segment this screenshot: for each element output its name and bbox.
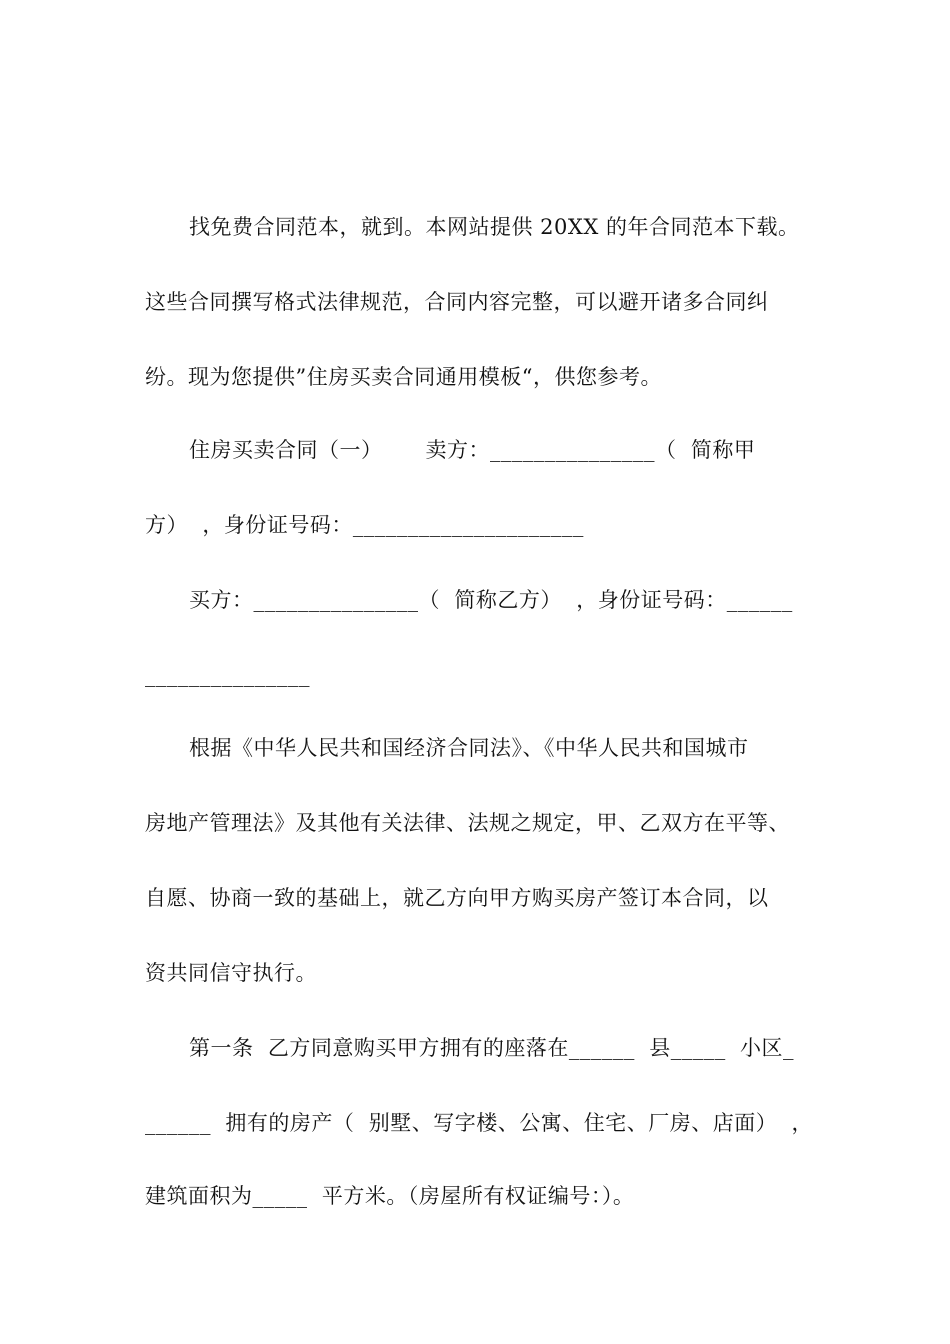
paragraph-legal-basis-line-1: 根据《中华人民共和国经济合同法》、《中华人民共和国城市 [189,736,749,760]
paragraph-intro-line-1: 找免费合同范本，就到。本网站提供 20XX 的年合同范本下载。 [189,215,800,239]
paragraph-legal-basis-line-2: 房地产管理法》及其他有关法律、法规之规定，甲、乙双方在平等、 [145,811,790,835]
contract-title-seller-line: 住房买卖合同（一） 卖方：_______________（ 简称甲 [189,438,756,462]
paragraph-legal-basis-line-3: 自愿、协商一致的基础上，就乙方向甲方购买房产签订本合同，以 [145,886,769,910]
buyer-id-continuation-line: _______________ [145,663,310,687]
seller-id-line: 方） ，身份证号码：_____________________ [145,513,584,537]
paragraph-legal-basis-line-4: 资共同信守执行。 [145,961,317,985]
article-1-line-2: ______ 拥有的房产（ 别墅、写字楼、公寓、住宅、厂房、店面） ， [145,1111,814,1135]
buyer-line: 买方：_______________（ 简称乙方） ，身份证号码：______ [189,588,793,612]
article-1-line-3: 建筑面积为_____ 平方米。（房屋所有权证编号：）。 [145,1184,635,1208]
paragraph-intro-line-3: 纷。现为您提供”住房买卖合同通用模板“，供您参考。 [145,365,662,389]
paragraph-intro-line-2: 这些合同撰写格式法律规范，合同内容完整，可以避开诸多合同纠 [145,290,769,314]
article-1-line-1: 第一条 乙方同意购买甲方拥有的座落在______ 县_____ 小区_ [189,1036,795,1060]
